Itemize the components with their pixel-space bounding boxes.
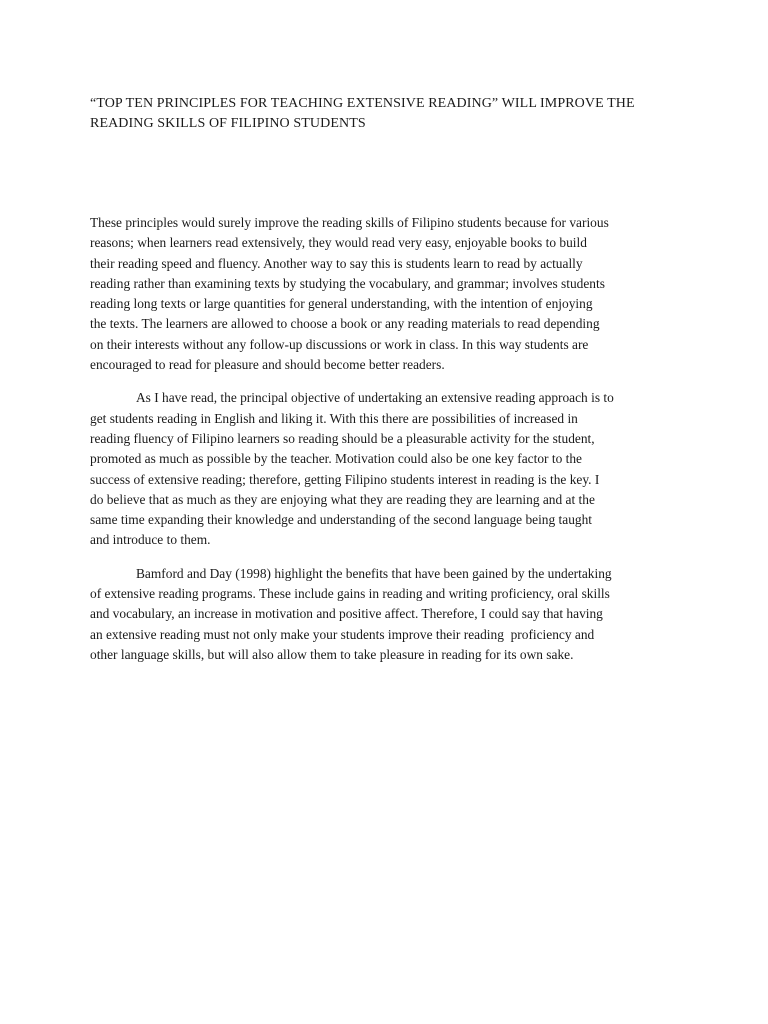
paragraph-2 [90,388,680,550]
text-line: and introduce to them. [90,532,211,548]
text-line: and vocabulary, an increase in motivation and positive affect. Therefore, I could say that having [90,606,603,622]
document-body [90,213,680,678]
document-title [90,94,690,134]
text-line: on their interests without any follow-up discussions or work in class. In this way students are [90,336,589,352]
title-line: “TOP TEN PRINCIPLES FOR TEACHING EXTENSIVE READING” WILL IMPROVE THE [90,96,635,111]
paragraph-1 [90,213,680,375]
text-line: same time expanding their knowledge and understanding of the second language being taught [90,512,593,528]
text-line: do believe that as much as they are enjoying what they are reading they are learning and at the [90,491,595,507]
text-line: reading rather than examining texts by studying the vocabulary, and grammar; involves students [90,275,605,291]
text-line: Bamford and Day (1998) highlight the benefits that have been gained by the undertaking [136,565,612,581]
text-line: encouraged to read for pleasure and should become better readers. [90,357,445,373]
text-line: of extensive reading programs. These include gains in reading and writing proficiency, oral skills [90,586,610,602]
text-line: success of extensive reading; therefore, getting Filipino students interest in reading is the key. I [90,471,600,487]
text-line: These principles would surely improve the reading skills of Filipino students because for various [90,215,609,230]
text-line: their reading speed and fluency. Another way to say this is students learn to read by actually [90,255,583,271]
text-line: an extensive reading must not only make your students improve their reading proficiency and [90,626,595,642]
text-line: As I have read, the principal objective of undertaking an extensive reading approach is to [136,390,614,406]
text-line: promoted as much as possible by the teacher. Motivation could also be one key factor to the [90,451,582,467]
text-line: reasons; when learners read extensively, they would read very easy, enjoyable books to build [90,235,587,251]
text-line: reading fluency of Filipino learners so reading should be a pleasurable activity for the student, [90,430,595,446]
text-line: get students reading in English and liking it. With this there are possibilities of increased in [90,410,578,426]
text-line: the texts. The learners are allowed to choose a book or any reading materials to read depending [90,316,600,332]
text-line: reading long texts or large quantities for general understanding, with the intention of enjoying [90,296,593,312]
title-line: READING SKILLS OF FILIPINO STUDENTS [90,116,366,131]
paragraph-3 [90,564,680,665]
text-line: other language skills, but will also allow them to take pleasure in reading for its own sake. [90,646,574,662]
